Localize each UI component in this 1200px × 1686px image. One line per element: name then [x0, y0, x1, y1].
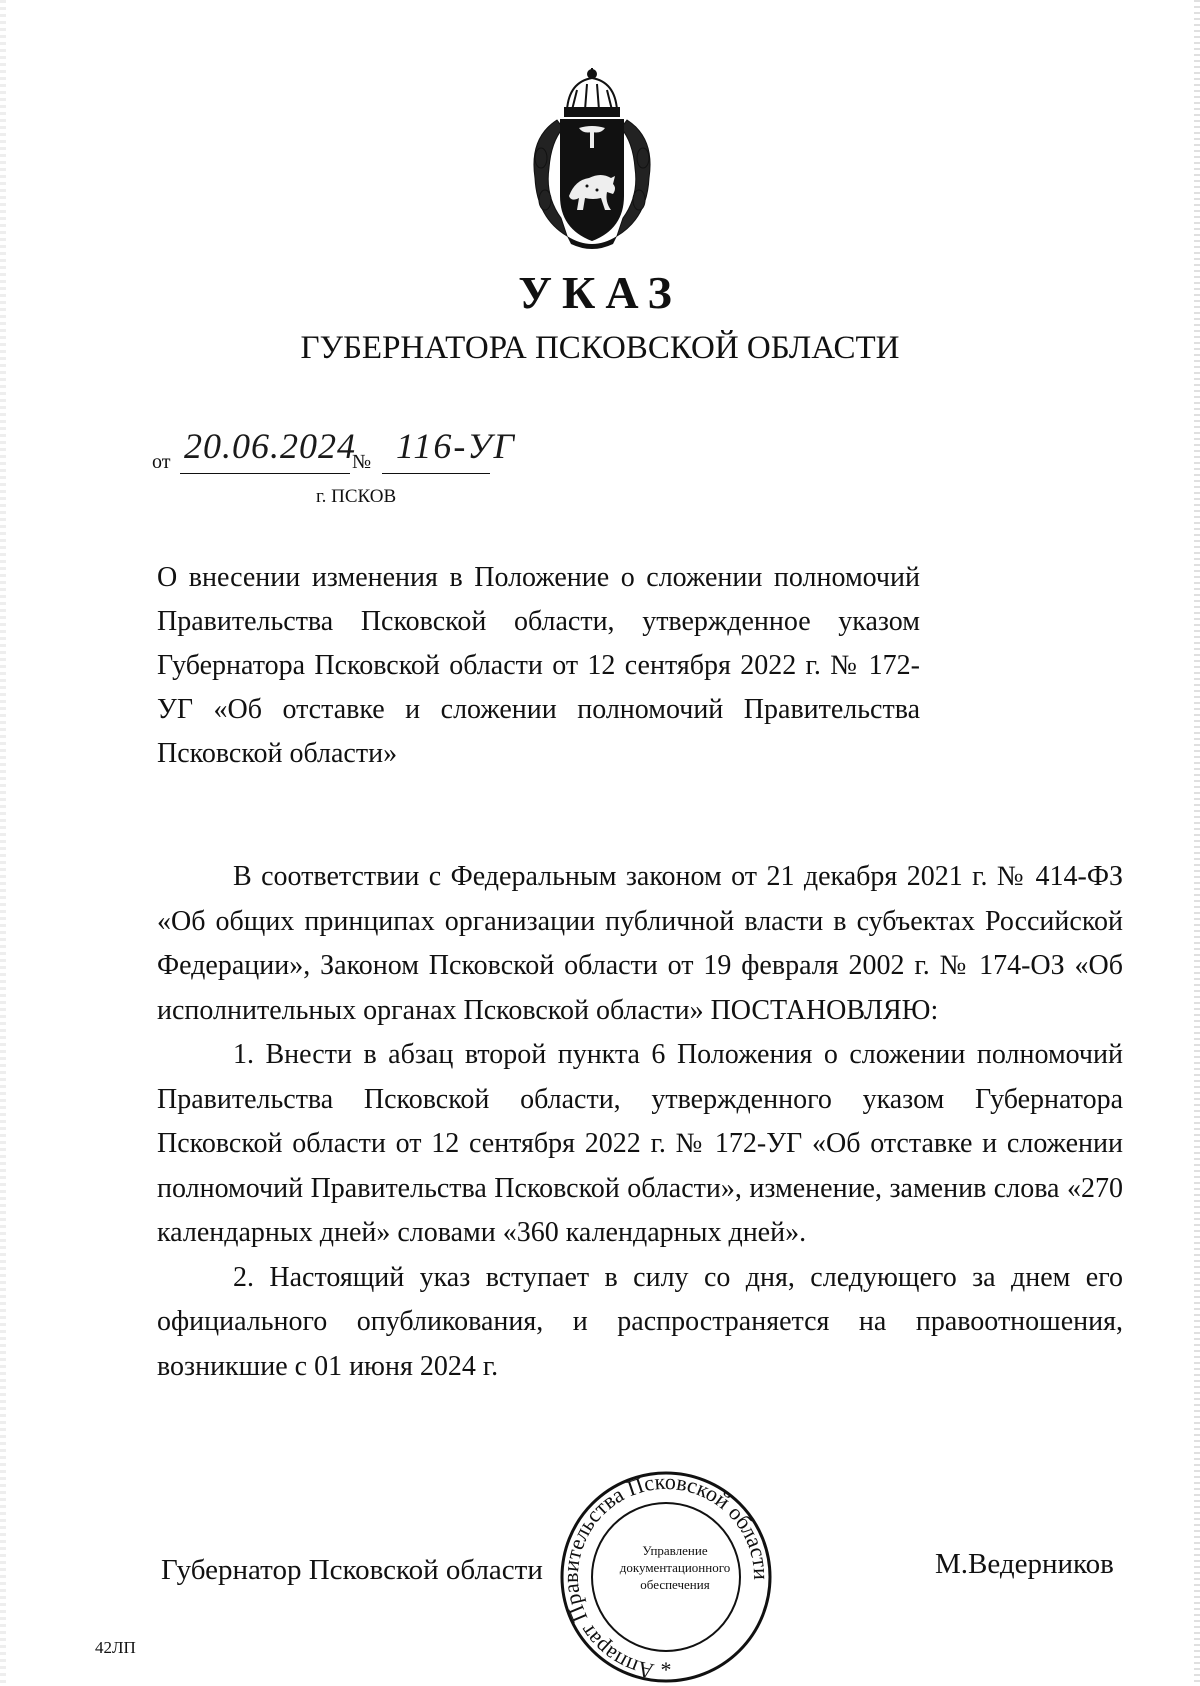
signature-name: М.Ведерников — [935, 1548, 1114, 1580]
date-number-line — [152, 425, 572, 475]
number-underline — [382, 473, 490, 474]
handwritten-date: 20.06.2024 — [184, 426, 356, 466]
date-underline — [180, 473, 350, 474]
date-prefix: от — [152, 451, 171, 473]
stamp-outer-text: Аппарат Правительства Псковской области — [557, 1468, 775, 1685]
page-code: 42ЛП — [95, 1638, 136, 1657]
decree-item-1: 1. Внести в абзац второй пункта 6 Положения о сложении полномочий Правительства Псковской области, утвержденного указом Губернатора Псковской области от 12 сентября 2022 г. № 172-УГ «Об отставке и сложении полномочий Правительства Псковской области», изменение, заменив слова «270 календарных дней» словами «360 календарных дней». — [157, 1039, 1123, 1248]
coat-of-arms-icon — [517, 68, 667, 252]
decree-preamble: В соответствии с Федеральным законом от 21 декабря 2021 г. № 414-ФЗ «Об общих принципах организации публичной власти в субъектах Российской Федерации», Законом Псковской области от 19 февраля 2002 г. № 174-ОЗ «Об исполнительных органах Псковской области» ПОСТАНОВЛЯЮ: — [157, 861, 1123, 1026]
number-prefix: № — [352, 451, 372, 473]
decree-body — [157, 855, 1123, 1389]
scan-edge-right — [1194, 0, 1200, 1686]
handwritten-number: 116-УГ — [396, 426, 517, 466]
signature-role: Губернатор Псковской области — [161, 1554, 543, 1586]
svg-text:*: * — [660, 1657, 672, 1682]
document-title: УКАЗ — [518, 267, 682, 318]
scan-edge-left — [0, 0, 6, 1686]
stamp-inner-text: Управление документационного обеспечения — [619, 1543, 731, 1592]
decree-item-2: 2. Настоящий указ вступает в силу со дня, следующего за днем его официального опубликования, и распространяется на правоотношения, возникшие с 01 июня 2024 г. — [157, 1261, 1123, 1382]
decree-heading: О внесении изменения в Положение о сложении полномочий Правительства Псковской области, утвержденное указом Губернатора Псковской области от 12 сентября 2022 г. № 172-УГ «Об отставке и сложении полномочий Правительства Псковской области» — [157, 562, 920, 769]
city-label: г. ПСКОВ — [316, 486, 397, 507]
document-subtitle: ГУБЕРНАТОРА ПСКОВСКОЙ ОБЛАСТИ — [300, 330, 900, 366]
